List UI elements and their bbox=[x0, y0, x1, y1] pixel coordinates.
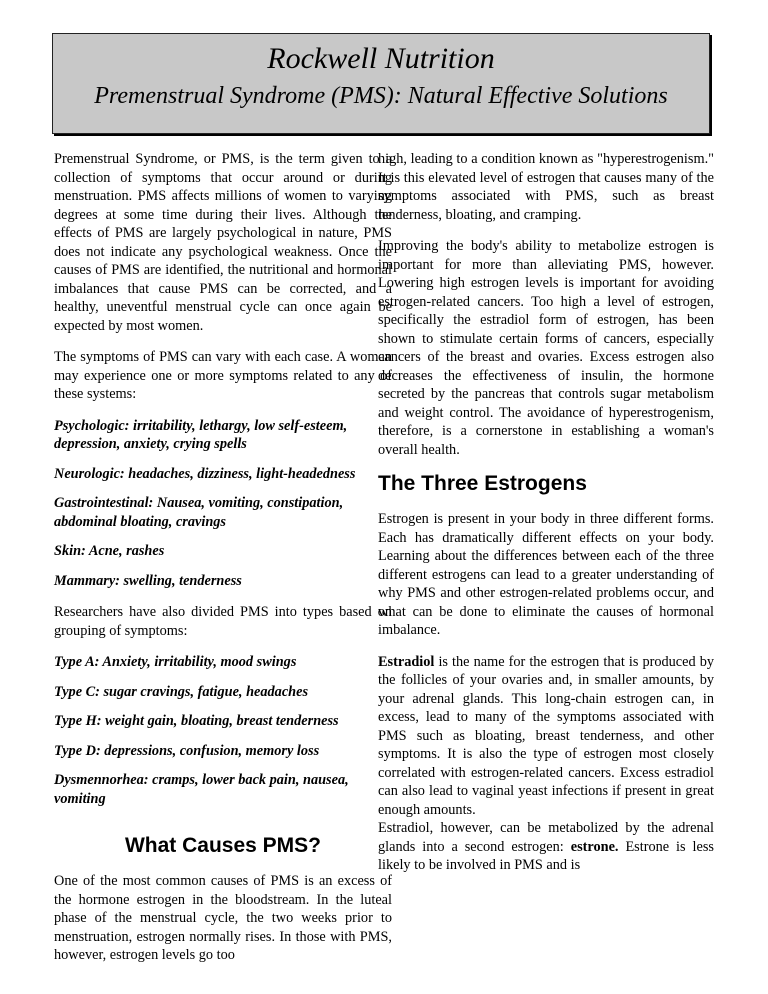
section-heading-causes: What Causes PMS? bbox=[124, 834, 322, 857]
estradiol-term: Estradiol bbox=[378, 653, 435, 670]
types-intro-paragraph: Researchers have also divided PMS into types based on grouping of symptoms: bbox=[54, 604, 392, 639]
pms-type-item: Type C: sugar cravings, fatigue, headaches bbox=[54, 683, 309, 700]
estradiol-text: is the name for the estrogen that is produced by the follicles of your ovaries and, in smaller amounts, by your adrenal glands. This long-chain estrogen can, in excess, lead to many of the symptoms associated with PMS such as bloating, breast tenderness, and other symptoms. It is also the type of estrogen most closely correlated with estrogen-related cancers. Excess estradiol can also lead to vaginal yeast infections if present in great enough amounts. bbox=[378, 653, 714, 818]
section-heading-estrogens: The Three Estrogens bbox=[378, 472, 587, 495]
estrone-tail-text: Estrone is less likely to be involved in PMS and is bbox=[378, 838, 714, 873]
estradiol-paragraph bbox=[378, 653, 714, 820]
symptom-system-item: Neurologic: headaches, dizziness, light-headedness bbox=[54, 465, 356, 482]
pms-type-item: Type D: depressions, confusion, memory loss bbox=[54, 742, 320, 759]
pms-type-item: Type A: Anxiety, irritability, mood swings bbox=[54, 654, 297, 670]
estrone-paragraph bbox=[378, 819, 714, 875]
estrogen-metabolism-paragraph: Improving the body's ability to metabolize estrogen is important for more than alleviating PMS, however. Lowering high estrogen levels is important for avoiding estrogen-related cancers. Too high a level of estrogen, specifically the estradiol form of estrogen, has been shown to stimulate certain forms of cancers, especially cancers of the breast and ovaries. Excess estrogen also decreases the effectiveness of insulin, the hormone secreted by the pancreas that controls sugar metabolism and weight control. The avoidance of hyperestrogenism, therefore, is a cornerstone in establishing a woman's overall health. bbox=[378, 238, 714, 458]
hyperestrogenism-paragraph: high, leading to a condition known as "hyperestrogenism." It is this elevated level of estrogen that causes many of the symptoms associated with PMS, such as breast tenderness, bloating, and cramping. bbox=[378, 151, 714, 223]
symptom-system-item: Skin: Acne, rashes bbox=[54, 543, 165, 559]
pms-type-item: Type H: weight gain, bloating, breast tenderness bbox=[54, 713, 339, 729]
symptom-system-item: Psychologic: irritability, lethargy, low self-esteem, depression, anxiety, crying spells bbox=[54, 417, 348, 452]
symptoms-intro-paragraph: The symptoms of PMS can vary with each case. A woman may experience one or more symptoms related to any of these systems: bbox=[54, 349, 392, 402]
document-subtitle: Premenstrual Syndrome (PMS): Natural Effective Solutions bbox=[94, 83, 668, 109]
three-estrogens-paragraph: Estrogen is present in your body in three different forms. Each has dramatically different effects on your body. Learning about the differences between each of the three different estrogens can lead to a greater understanding of why PMS and other estrogen-related problems occur, and what can be done to eliminate the causes of hormonal imbalance. bbox=[378, 511, 714, 638]
right-column bbox=[378, 150, 714, 875]
causes-paragraph: One of the most common causes of PMS is an excess of the hormone estrogen in the bloodstream. In the luteal phase of the menstrual cycle, the two weeks prior to menstruation, estrogen normally rises. In those with PMS, however, estrogen levels go too bbox=[54, 873, 392, 963]
symptom-system-item: Gastrointestinal: Nausea, vomiting, constipation, abdominal bloating, cravings bbox=[54, 495, 344, 530]
estrone-intro-text: Estradiol, however, can be metabolized by the adrenal glands into a second estrogen: bbox=[378, 820, 714, 855]
symptom-system-item: Mammary: swelling, tenderness bbox=[54, 572, 242, 589]
pms-type-item: Dysmennorhea: cramps, lower back pain, nausea, vomiting bbox=[54, 772, 349, 807]
document-title: Rockwell Nutrition bbox=[267, 42, 495, 75]
intro-paragraph: Premenstrual Syndrome, or PMS, is the term given to a collection of symptoms that occur around or during menstruation. PMS affects millions of women to varying degrees at some time during their lives. Although the effects of PMS are largely psychological in nature, PMS does not indicate any psychological weakness. Once the causes of PMS are identified, the nutritional and hormonal imbalances that cause PMS can be corrected, and a healthy, uneventful menstrual cycle can once again be expected by most women. bbox=[54, 151, 392, 334]
left-column bbox=[54, 150, 392, 965]
estrone-term: estrone. bbox=[570, 838, 619, 855]
document-header bbox=[52, 33, 710, 134]
